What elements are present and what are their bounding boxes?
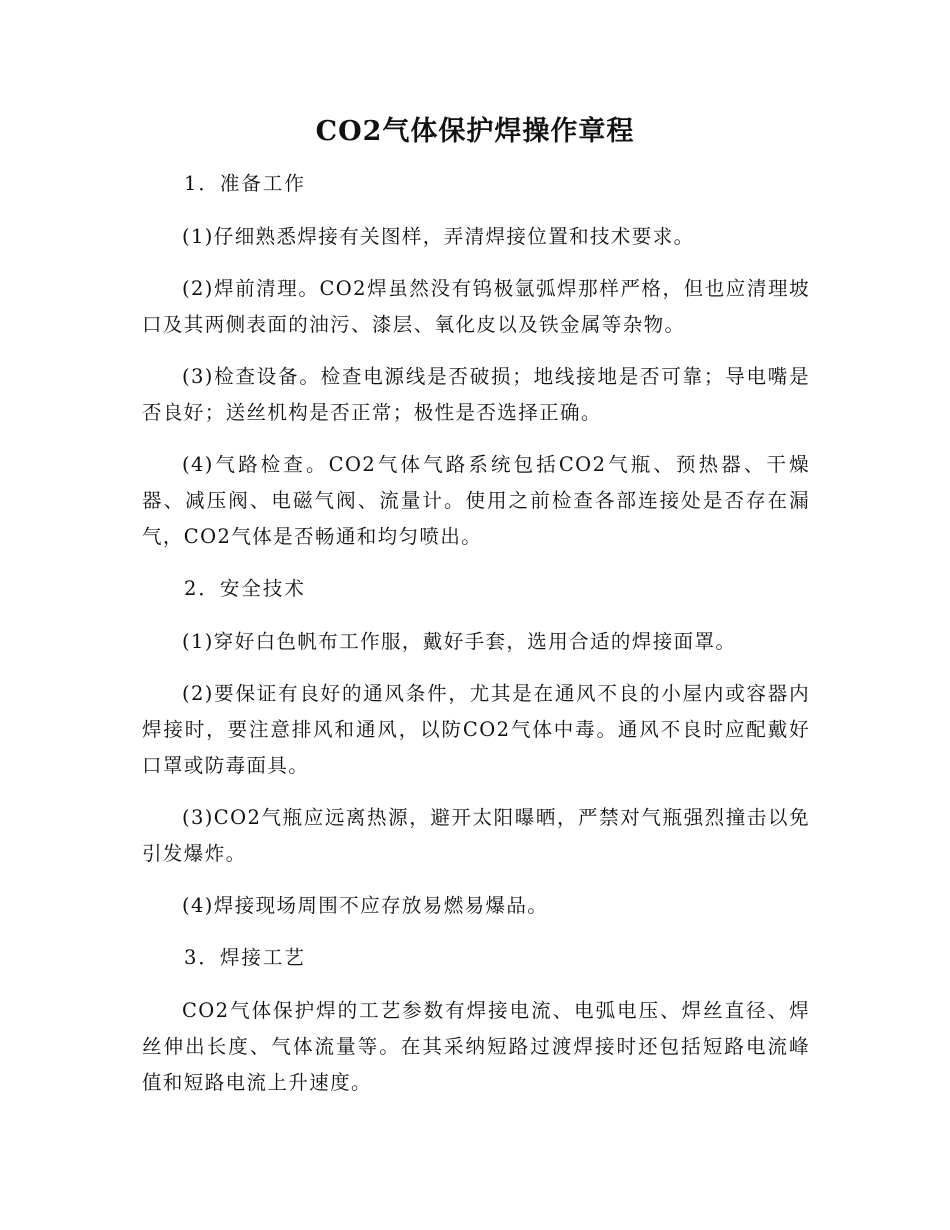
- document-title: CO2气体保护焊操作章程: [315, 116, 635, 147]
- paragraph: (4)焊接现场周围不应存放易燃易爆品。: [181, 894, 549, 917]
- paragraph: (2)焊前清理。CO2焊虽然没有钨极氩弧焊那样严格，但也应清理坡口及其两侧表面的油污、漆层、氧化皮以及铁金属等杂物。: [142, 277, 810, 336]
- paragraph: (4)气路检查。CO2气体气路系统包括CO2气瓶、预热器、干燥器、减压阀、电磁气阀、流量计。使用之前检查各部连接处是否存在漏气，CO2气体是否畅通和均匀喷出。: [142, 453, 810, 548]
- document-body: [142, 166, 810, 1117]
- section-heading-preparation: 1．准备工作: [184, 172, 306, 195]
- paragraph: (2)要保证有良好的通风条件，尤其是在通风不良的小屋内或容器内焊接时，要注意排风和通风，以防CO2气体中毒。通风不良时应配戴好口罩或防毒面具。: [142, 682, 810, 777]
- paragraph: (3)检查设备。检查电源线是否破损；地线接地是否可靠；导电嘴是否良好；送丝机构是否正常；极性是否选择正确。: [142, 365, 810, 424]
- paragraph: CO2气体保护焊的工艺参数有焊接电流、电弧电压、焊丝直径、焊丝伸出长度、气体流量等。在其采纳短路过渡焊接时还包括短路电流峰值和短路电流上升速度。: [142, 999, 810, 1094]
- paragraph: (3)CO2气瓶应远离热源，避开太阳曝晒，严禁对气瓶强烈撞击以免引发爆炸。: [142, 806, 810, 865]
- section-heading-safety: 2．安全技术: [184, 577, 306, 600]
- section-heading-process: 3．焊接工艺: [184, 946, 306, 969]
- paragraph: (1)穿好白色帆布工作服，戴好手套，选用合适的焊接面罩。: [181, 630, 737, 653]
- paragraph: (1)仔细熟悉焊接有关图样，弄清焊接位置和技术要求。: [181, 225, 695, 248]
